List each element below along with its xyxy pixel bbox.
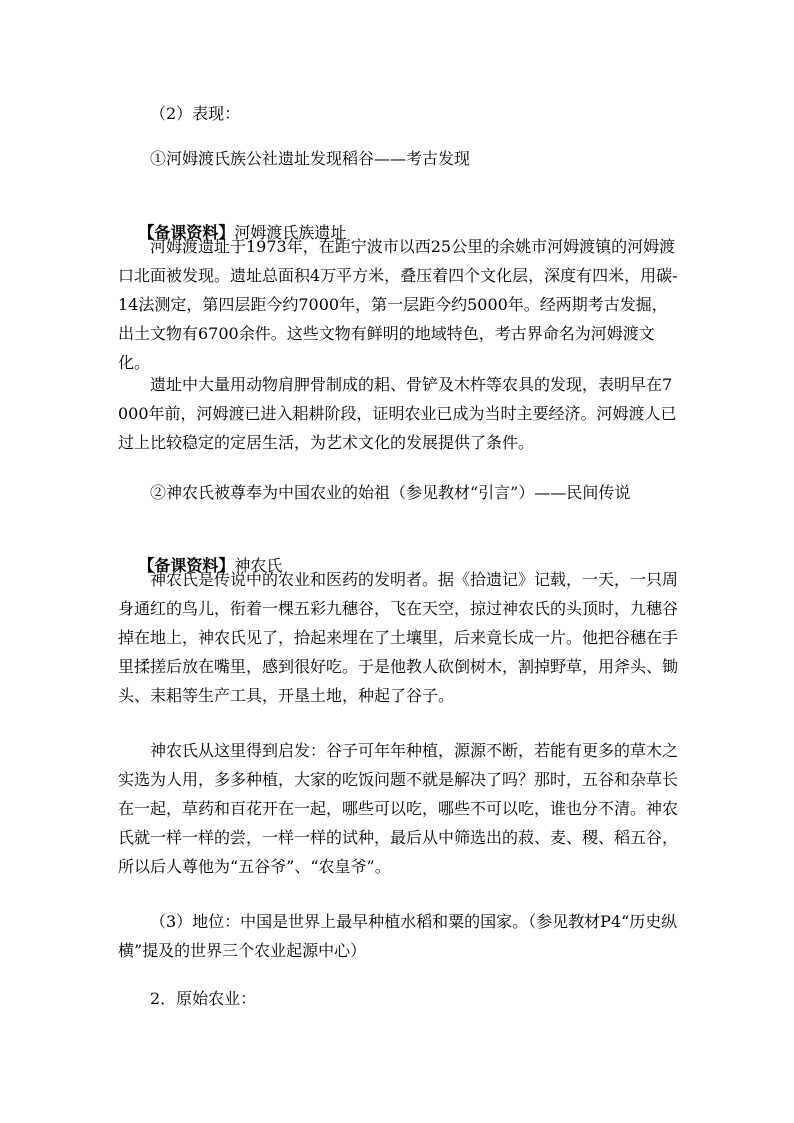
- manifestation-heading: （2）表现：: [150, 104, 241, 123]
- hemudu-paragraph-1: 河姆渡遗址于1973年，在距宁波市以西25公里的余姚市河姆渡镇的河姆渡口北面被发现。遗址总面积4万平方米，叠压着四个文化层，深度有四米，用碳-14法测定，第四层距今约7000年，第一层距今约5000年。经两期考古发掘，出土文物有6700余件。这些文物有鲜明的地域特色，考古界命名为河姆渡文化。: [118, 237, 678, 372]
- shennong-paragraph-1: 神农氏是传说中的农业和医药的发明者。据《拾遗记》记载，一天，一只周身通红的鸟儿，衔着一棵五彩九穗谷，飞在天空，掠过神农氏的头顶时，九穗谷掉在地上，神农氏见了，拾起来埋在了土壤里，后来竟长成一片。他把谷穗在手里揉搓后放在嘴里，感到很好吃。于是他教人砍倒树木，割掉野草，用斧头、锄头、耒耜等生产工具，开垦土地，种起了谷子。: [118, 570, 679, 705]
- reference-label-1: 【备课资料】: [138, 223, 235, 242]
- primitive-agriculture-heading: 2．原始农业：: [150, 989, 257, 1008]
- legend-item: ②神农氏被尊奉为中国农业的始祖（参见教材“引言”）——民间传说: [150, 483, 631, 502]
- archaeology-item: ①河姆渡氏族公社遗址发现稻谷——考古发现: [150, 149, 471, 168]
- reference-title-2: 神农氏: [234, 556, 283, 575]
- status-paragraph: （3）地位：中国是世界上最早种植水稻和粟的国家。（参见教材P4“历史纵横”提及的世界三个农业起源中心）: [118, 912, 678, 960]
- reference-title-1: 河姆渡氏族遗址: [234, 223, 347, 242]
- shennong-paragraph-2: 神农氏从这里得到启发：谷子可年年种植，源源不断，若能有更多的草木之实选为人用，多多种植，大家的吃饭问题不就是解决了吗？那时，五谷和杂草长在一起，草药和百花开在一起，哪些可以吃，哪些不可以吃，谁也分不清。神农氏就一样一样的尝，一样一样的试种，最后从中筛选出的菽、麦、稷、稻五谷，所以后人尊他为“五谷爷”、“农皇爷”。: [118, 741, 679, 876]
- reference-label-2: 【备课资料】: [138, 556, 235, 575]
- hemudu-paragraph-2: 遗址中大量用动物肩胛骨制成的耜、骨铲及木杵等农具的发现，表明早在7000年前，河姆渡已进入耜耕阶段，证明农业已成为当时主要经济。河姆渡人已过上比较稳定的定居生活，为艺术文化的发展提供了条件。: [118, 375, 677, 452]
